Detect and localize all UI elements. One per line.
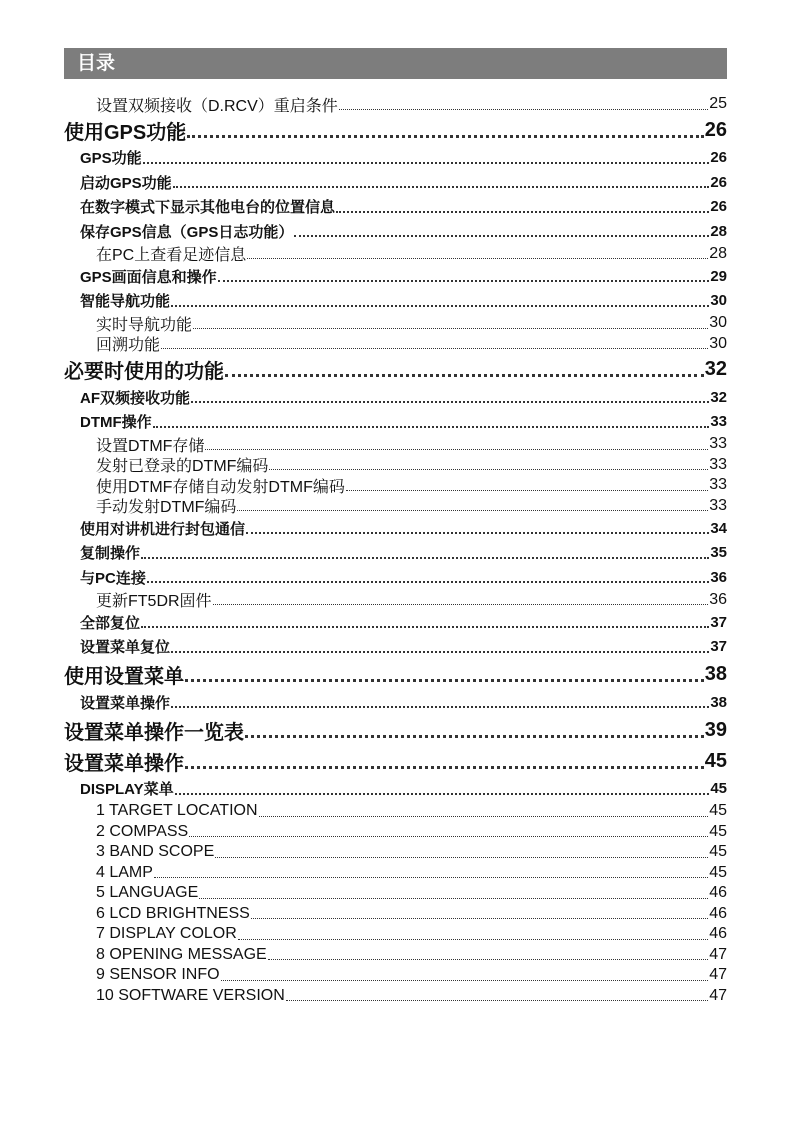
dot-leader bbox=[173, 186, 710, 188]
dot-leader bbox=[141, 626, 709, 628]
toc-entry[interactable] bbox=[64, 590, 727, 611]
toc-entry-page: 47 bbox=[709, 945, 727, 963]
dot-leader bbox=[268, 959, 708, 960]
toc-entry-page: 32 bbox=[704, 358, 727, 380]
toc-entry[interactable] bbox=[64, 195, 727, 220]
table-of-contents bbox=[64, 94, 727, 1006]
toc-entry-page: 45 bbox=[710, 780, 727, 798]
toc-entry-title: 在数字模式下显示其他电台的位置信息 bbox=[80, 199, 336, 217]
toc-entry[interactable] bbox=[64, 496, 727, 517]
toc-entry-page: 33 bbox=[709, 435, 727, 453]
toc-entry-page: 32 bbox=[710, 388, 727, 406]
toc-entry-page: 30 bbox=[710, 292, 727, 310]
dot-leader bbox=[339, 109, 708, 110]
dot-leader bbox=[171, 651, 709, 653]
toc-entry[interactable] bbox=[64, 842, 727, 863]
toc-entry-title: 全部复位 bbox=[80, 614, 141, 632]
toc-entry-title: 手动发射DTMF编码 bbox=[96, 499, 237, 517]
toc-entry-page: 36 bbox=[710, 568, 727, 586]
toc-entry-title: 启动GPS功能 bbox=[80, 174, 172, 192]
dot-leader bbox=[205, 449, 708, 450]
dot-leader bbox=[171, 706, 709, 708]
toc-entry-title: 使用GPS功能 bbox=[64, 121, 187, 144]
dot-leader bbox=[171, 305, 709, 307]
dot-leader bbox=[246, 532, 709, 534]
toc-entry-title: 1 TARGET LOCATION bbox=[96, 802, 258, 820]
toc-entry-title: 设置双频接收（D.RCV）重启条件 bbox=[96, 97, 338, 115]
toc-entry-title: 设置菜单复位 bbox=[80, 639, 171, 657]
toc-entry[interactable] bbox=[64, 986, 727, 1007]
dot-leader bbox=[237, 510, 708, 511]
toc-entry[interactable] bbox=[64, 94, 727, 115]
toc-entry-title: 必要时使用的功能 bbox=[64, 361, 224, 383]
toc-entry-page: 33 bbox=[709, 496, 727, 514]
toc-entry[interactable] bbox=[64, 565, 727, 590]
toc-entry[interactable] bbox=[64, 115, 727, 146]
toc-entry-title: 回溯功能 bbox=[96, 337, 161, 355]
toc-entry-title: 7 DISPLAY COLOR bbox=[96, 925, 237, 943]
toc-entry-title: 3 BAND SCOPE bbox=[96, 843, 215, 861]
toc-entry-page: 46 bbox=[709, 904, 727, 922]
toc-entry[interactable] bbox=[64, 475, 727, 496]
toc-entry-page: 38 bbox=[704, 663, 727, 685]
dot-leader bbox=[259, 816, 709, 817]
dot-leader bbox=[251, 918, 708, 919]
section-header bbox=[64, 48, 727, 79]
toc-entry-page: 30 bbox=[709, 314, 727, 332]
dot-leader bbox=[191, 401, 709, 403]
toc-entry-page: 26 bbox=[704, 118, 727, 141]
dot-leader bbox=[185, 766, 704, 769]
toc-entry[interactable] bbox=[64, 244, 727, 265]
toc-entry[interactable] bbox=[64, 219, 727, 244]
toc-entry-page: 47 bbox=[709, 966, 727, 984]
toc-entry-page: 25 bbox=[709, 95, 727, 113]
toc-entry-page: 46 bbox=[709, 925, 727, 943]
toc-entry-title: 在PC上查看足迹信息 bbox=[96, 247, 247, 265]
toc-entry-page: 26 bbox=[710, 173, 727, 191]
toc-entry-page: 46 bbox=[709, 884, 727, 902]
dot-leader bbox=[346, 490, 708, 491]
toc-entry[interactable] bbox=[64, 883, 727, 904]
toc-entry[interactable] bbox=[64, 264, 727, 289]
dot-leader bbox=[247, 258, 708, 259]
toc-entry-page: 45 bbox=[709, 843, 727, 861]
toc-entry-page: 26 bbox=[710, 198, 727, 216]
toc-entry[interactable] bbox=[64, 385, 727, 410]
dot-leader bbox=[221, 980, 709, 981]
toc-entry-page: 26 bbox=[710, 149, 727, 167]
toc-entry-page: 45 bbox=[709, 863, 727, 881]
toc-entry-title: GPS画面信息和操作 bbox=[80, 268, 217, 286]
toc-entry[interactable] bbox=[64, 354, 727, 385]
toc-entry[interactable] bbox=[64, 801, 727, 822]
dot-leader bbox=[286, 1000, 708, 1001]
dot-leader bbox=[213, 604, 709, 605]
toc-entry-title: 设置菜单操作 bbox=[80, 694, 171, 712]
dot-leader bbox=[199, 898, 708, 899]
toc-entry[interactable] bbox=[64, 863, 727, 884]
toc-entry-title: DISPLAY菜单 bbox=[80, 781, 174, 799]
toc-entry-title: AF双频接收功能 bbox=[80, 389, 190, 407]
dot-leader bbox=[193, 328, 708, 329]
toc-entry-page: 37 bbox=[710, 638, 727, 656]
dot-leader bbox=[215, 857, 708, 858]
toc-entry-title: 9 SENSOR INFO bbox=[96, 966, 220, 984]
dot-leader bbox=[185, 679, 704, 682]
toc-entry-title: 发射已登录的DTMF编码 bbox=[96, 458, 269, 476]
toc-entry[interactable] bbox=[64, 289, 727, 314]
dot-leader bbox=[143, 162, 710, 164]
toc-entry-page: 33 bbox=[709, 455, 727, 473]
toc-entry-page: 30 bbox=[709, 334, 727, 352]
section-title: 目录 bbox=[77, 53, 116, 74]
toc-entry-title: 设置DTMF存储 bbox=[96, 437, 205, 455]
toc-entry[interactable] bbox=[64, 610, 727, 635]
toc-entry-page: 35 bbox=[710, 544, 727, 562]
dot-leader bbox=[218, 280, 710, 282]
toc-entry-page: 29 bbox=[710, 267, 727, 285]
toc-entry-page: 45 bbox=[709, 802, 727, 820]
dot-leader bbox=[225, 374, 704, 377]
toc-entry[interactable] bbox=[64, 945, 727, 966]
toc-entry-title: 更新FT5DR固件 bbox=[96, 593, 212, 611]
toc-entry-title: DTMF操作 bbox=[80, 414, 152, 432]
dot-leader bbox=[189, 836, 708, 837]
toc-entry-title: 与PC连接 bbox=[80, 569, 146, 587]
toc-entry-title: 设置菜单操作 bbox=[64, 752, 184, 775]
toc-entry-page: 37 bbox=[710, 613, 727, 631]
toc-entry-title: 4 LAMP bbox=[96, 863, 153, 881]
toc-entry[interactable] bbox=[64, 410, 727, 435]
toc-entry-page: 34 bbox=[710, 519, 727, 537]
toc-entry[interactable] bbox=[64, 434, 727, 455]
dot-leader bbox=[269, 469, 708, 470]
toc-entry-title: 6 LCD BRIGHTNESS bbox=[96, 904, 250, 922]
toc-entry[interactable] bbox=[64, 541, 727, 566]
toc-entry[interactable] bbox=[64, 170, 727, 195]
toc-entry[interactable] bbox=[64, 659, 727, 690]
toc-entry-title: 8 OPENING MESSAGE bbox=[96, 945, 267, 963]
toc-entry[interactable] bbox=[64, 746, 727, 777]
toc-entry[interactable] bbox=[64, 635, 727, 660]
toc-entry[interactable] bbox=[64, 965, 727, 986]
toc-entry-title: 实时导航功能 bbox=[96, 316, 193, 334]
toc-entry[interactable] bbox=[64, 715, 727, 746]
toc-entry-page: 28 bbox=[710, 222, 727, 240]
dot-leader bbox=[153, 426, 710, 428]
dot-leader bbox=[294, 235, 709, 237]
toc-entry-page: 45 bbox=[704, 749, 727, 772]
dot-leader bbox=[245, 735, 704, 738]
toc-entry-title: 使用设置菜单 bbox=[64, 666, 184, 688]
toc-entry-title: 5 LANGUAGE bbox=[96, 884, 199, 902]
toc-entry-title: 使用DTMF存储自动发射DTMF编码 bbox=[96, 478, 345, 496]
toc-entry[interactable] bbox=[64, 924, 727, 945]
toc-entry[interactable] bbox=[64, 146, 727, 171]
toc-entry-page: 36 bbox=[709, 590, 727, 608]
toc-entry-page: 28 bbox=[709, 244, 727, 262]
toc-entry[interactable] bbox=[64, 777, 727, 802]
toc-entry-page: 33 bbox=[709, 476, 727, 494]
toc-entry-title: 2 COMPASS bbox=[96, 822, 189, 840]
toc-entry[interactable] bbox=[64, 690, 727, 715]
toc-entry[interactable] bbox=[64, 516, 727, 541]
dot-leader bbox=[238, 939, 708, 940]
toc-entry-page: 39 bbox=[704, 718, 727, 741]
dot-leader bbox=[147, 581, 709, 583]
toc-entry[interactable] bbox=[64, 904, 727, 925]
toc-entry[interactable] bbox=[64, 313, 727, 334]
dot-leader bbox=[187, 135, 704, 138]
dot-leader bbox=[154, 877, 708, 878]
toc-entry[interactable] bbox=[64, 455, 727, 476]
dot-leader bbox=[175, 793, 710, 795]
toc-entry-title: 使用对讲机进行封包通信 bbox=[80, 520, 246, 538]
toc-entry[interactable] bbox=[64, 334, 727, 355]
toc-entry[interactable] bbox=[64, 822, 727, 843]
dot-leader bbox=[336, 211, 709, 213]
toc-entry-page: 38 bbox=[710, 693, 727, 711]
toc-entry-page: 47 bbox=[709, 986, 727, 1004]
toc-entry-title: 智能导航功能 bbox=[80, 293, 171, 311]
toc-entry-title: 保存GPS信息（GPS日志功能） bbox=[80, 223, 294, 241]
toc-entry-page: 33 bbox=[710, 413, 727, 431]
dot-leader bbox=[141, 557, 709, 559]
toc-entry-title: GPS功能 bbox=[80, 150, 142, 168]
toc-entry-title: 复制操作 bbox=[80, 545, 141, 563]
toc-entry-page: 45 bbox=[709, 822, 727, 840]
toc-entry-title: 设置菜单操作一览表 bbox=[64, 721, 244, 744]
dot-leader bbox=[161, 348, 708, 349]
toc-entry-title: 10 SOFTWARE VERSION bbox=[96, 986, 285, 1004]
